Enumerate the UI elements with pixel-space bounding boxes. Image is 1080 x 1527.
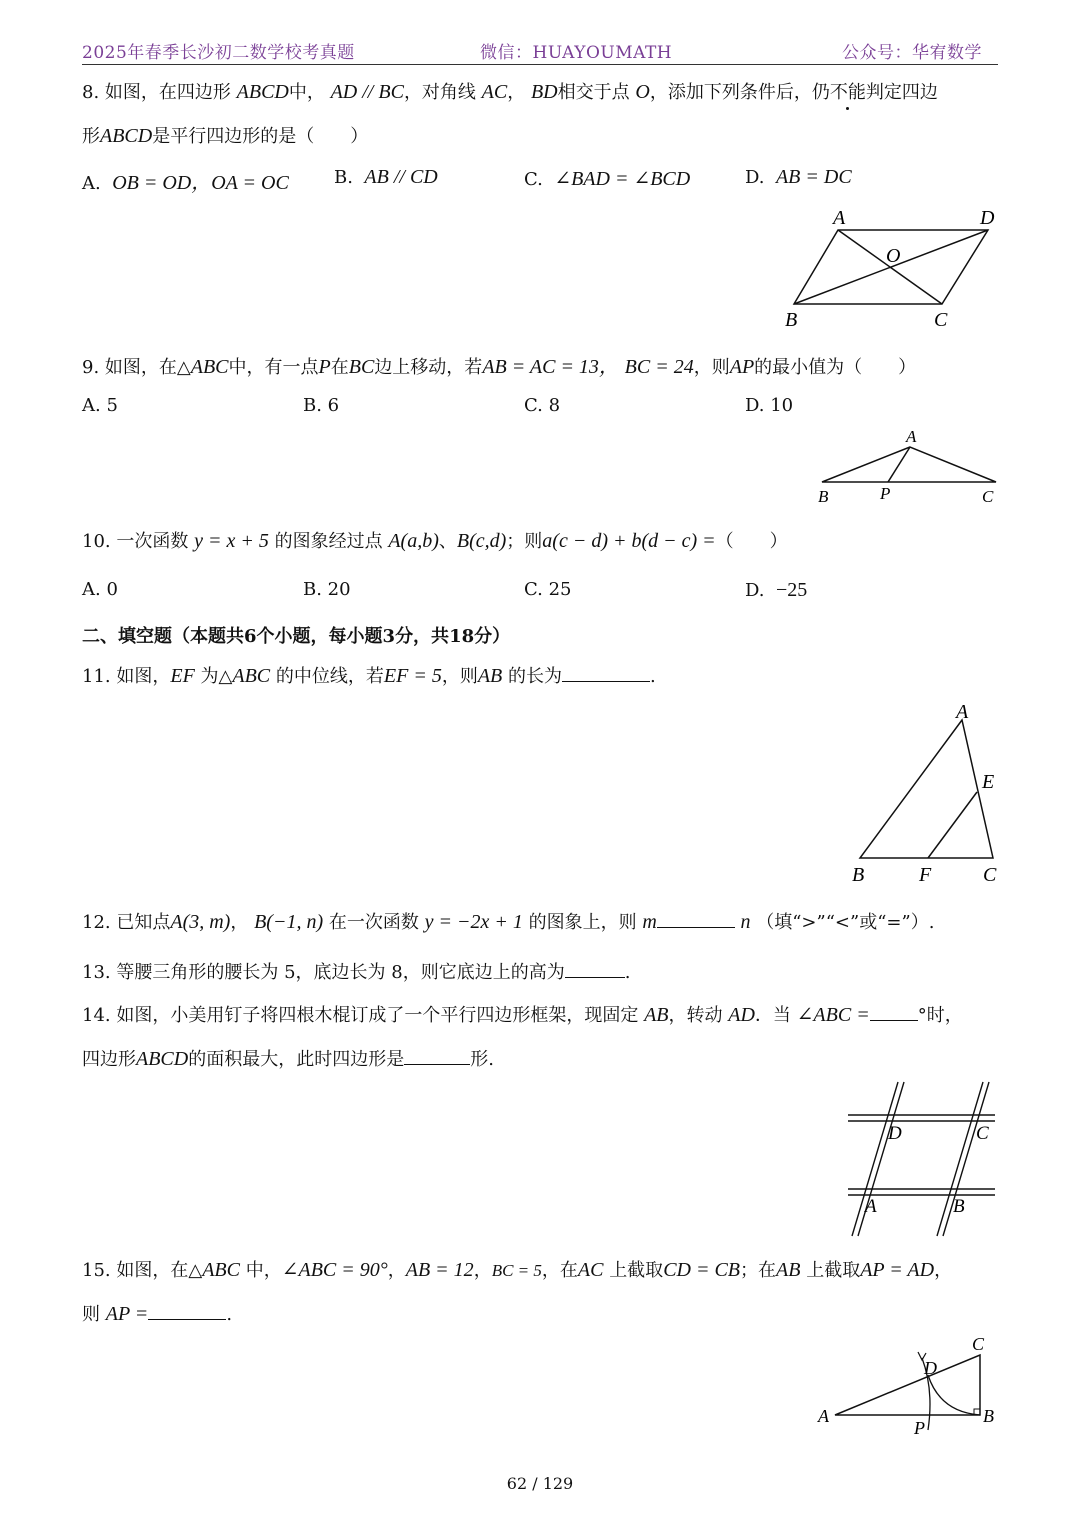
header-title: 2025年春季长沙初二数学校考真题 xyxy=(82,43,355,63)
label-b: B xyxy=(953,1196,965,1217)
header-divider xyxy=(82,64,998,65)
q11-triangle-figure xyxy=(845,700,1010,890)
q9-triangle-figure xyxy=(810,425,1010,510)
label-b: B xyxy=(785,309,798,331)
q9-option-b: B. 6 xyxy=(303,395,340,416)
q10-stem: 10. 一次函数 y = x + 5 的图象经过点 A(a,b)、B(c,d)；则a(c − d) + b(d − c) =（ ） xyxy=(82,530,788,552)
label-a: A xyxy=(906,427,917,446)
label-d: D xyxy=(888,1123,902,1144)
q11-stem: 11. 如图，EF 为△ABC 的中位线，若EF = 5，则AB 的长为 . xyxy=(82,665,656,687)
label-c: C xyxy=(972,1334,985,1354)
label-a: A xyxy=(818,1406,829,1426)
label-p: P xyxy=(880,484,891,503)
answer-blank xyxy=(657,911,735,928)
q14-frame-figure xyxy=(840,1078,1005,1243)
section-heading: 二、填空题（本题共6个小题，每小题3分，共18分） xyxy=(82,626,511,647)
q12-stem: 12. 已知点A(3, m)， B(−1, n) 在一次函数 y = −2x + 1 的图象上，则 m n （填“>”“<”或“=”）. xyxy=(82,911,935,933)
q8-option-d: D. AB = DC xyxy=(745,166,852,188)
q15-stem-line1: 15. 如图，在△ABC 中，∠ABC = 90°，AB = 12，BC = 5，在AC 上截取CD = CB；在AB 上截取AP = AD， xyxy=(82,1259,953,1281)
q10-option-c: C. 25 xyxy=(524,579,572,600)
label-c: C xyxy=(976,1123,989,1144)
label-c: C xyxy=(982,487,994,506)
label-d: D xyxy=(980,207,995,229)
label-d: D xyxy=(924,1358,937,1378)
q8-parallelogram-figure xyxy=(780,200,1010,335)
label-a: A xyxy=(956,701,969,723)
label-a: A xyxy=(833,207,846,229)
label-b: B xyxy=(818,487,829,506)
q10-option-b: B. 20 xyxy=(303,579,351,600)
q13-stem: 13. 等腰三角形的腰长为 5，底边长为 8，则它底边上的高为 . xyxy=(82,962,631,983)
q9-option-d: D. 10 xyxy=(745,395,794,416)
label-p: P xyxy=(914,1418,925,1438)
label-o: O xyxy=(886,245,901,267)
answer-blank xyxy=(565,961,625,978)
q10-option-a: A. 0 xyxy=(82,579,118,600)
q8-option-c: C. ∠BAD = ∠BCD xyxy=(524,168,691,190)
q14-stem-line1: 14. 如图，小美用钉子将四根木棍订成了一个平行四边形框架，现固定 AB，转动 AD．当 ∠ABC = °时， xyxy=(82,1004,963,1026)
label-c: C xyxy=(934,309,948,331)
answer-blank xyxy=(148,1303,226,1320)
q8-option-b: B. AB // CD xyxy=(334,166,438,188)
label-f: F xyxy=(919,864,932,886)
label-c: C xyxy=(983,864,997,886)
q14-stem-line2: 四边形ABCD的面积最大，此时四边形是 形. xyxy=(82,1048,494,1070)
q15-stem-line2: 则 AP = . xyxy=(82,1303,233,1325)
answer-blank xyxy=(870,1004,918,1021)
answer-blank xyxy=(404,1048,470,1065)
q8-stem-line2: 形ABCD是平行四边形的是（ ） xyxy=(82,125,369,147)
header-wechat: 微信：HUAYOUMATH xyxy=(480,43,673,63)
label-a: A xyxy=(865,1196,877,1217)
answer-blank xyxy=(562,665,650,682)
q10-option-d: D. −25 xyxy=(745,579,808,601)
page-number: 62 / 129 xyxy=(506,1474,574,1493)
label-b: B xyxy=(983,1406,994,1426)
label-b: B xyxy=(852,864,865,886)
q8-stem-line1: 8. 如图，在四边形 ABCD中， AD // BC，对角线 AC， BD相交于点 O，添加下列条件后，仍不能判定四边 xyxy=(82,81,938,103)
q15-triangle-figure xyxy=(810,1330,1010,1440)
q9-option-c: C. 8 xyxy=(524,395,561,416)
header-account: 公众号：华宥数学 xyxy=(842,43,982,63)
emphasis-dots: 不能 xyxy=(829,82,866,103)
q8-option-a: A. OB = OD，OA = OC xyxy=(82,172,289,194)
q9-stem: 9. 如图，在△ABC中，有一点P在BC边上移动，若AB = AC = 13， BC = 24，则AP的最小值为（ ） xyxy=(82,356,917,378)
label-e: E xyxy=(982,771,995,793)
q9-option-a: A. 5 xyxy=(82,395,118,416)
